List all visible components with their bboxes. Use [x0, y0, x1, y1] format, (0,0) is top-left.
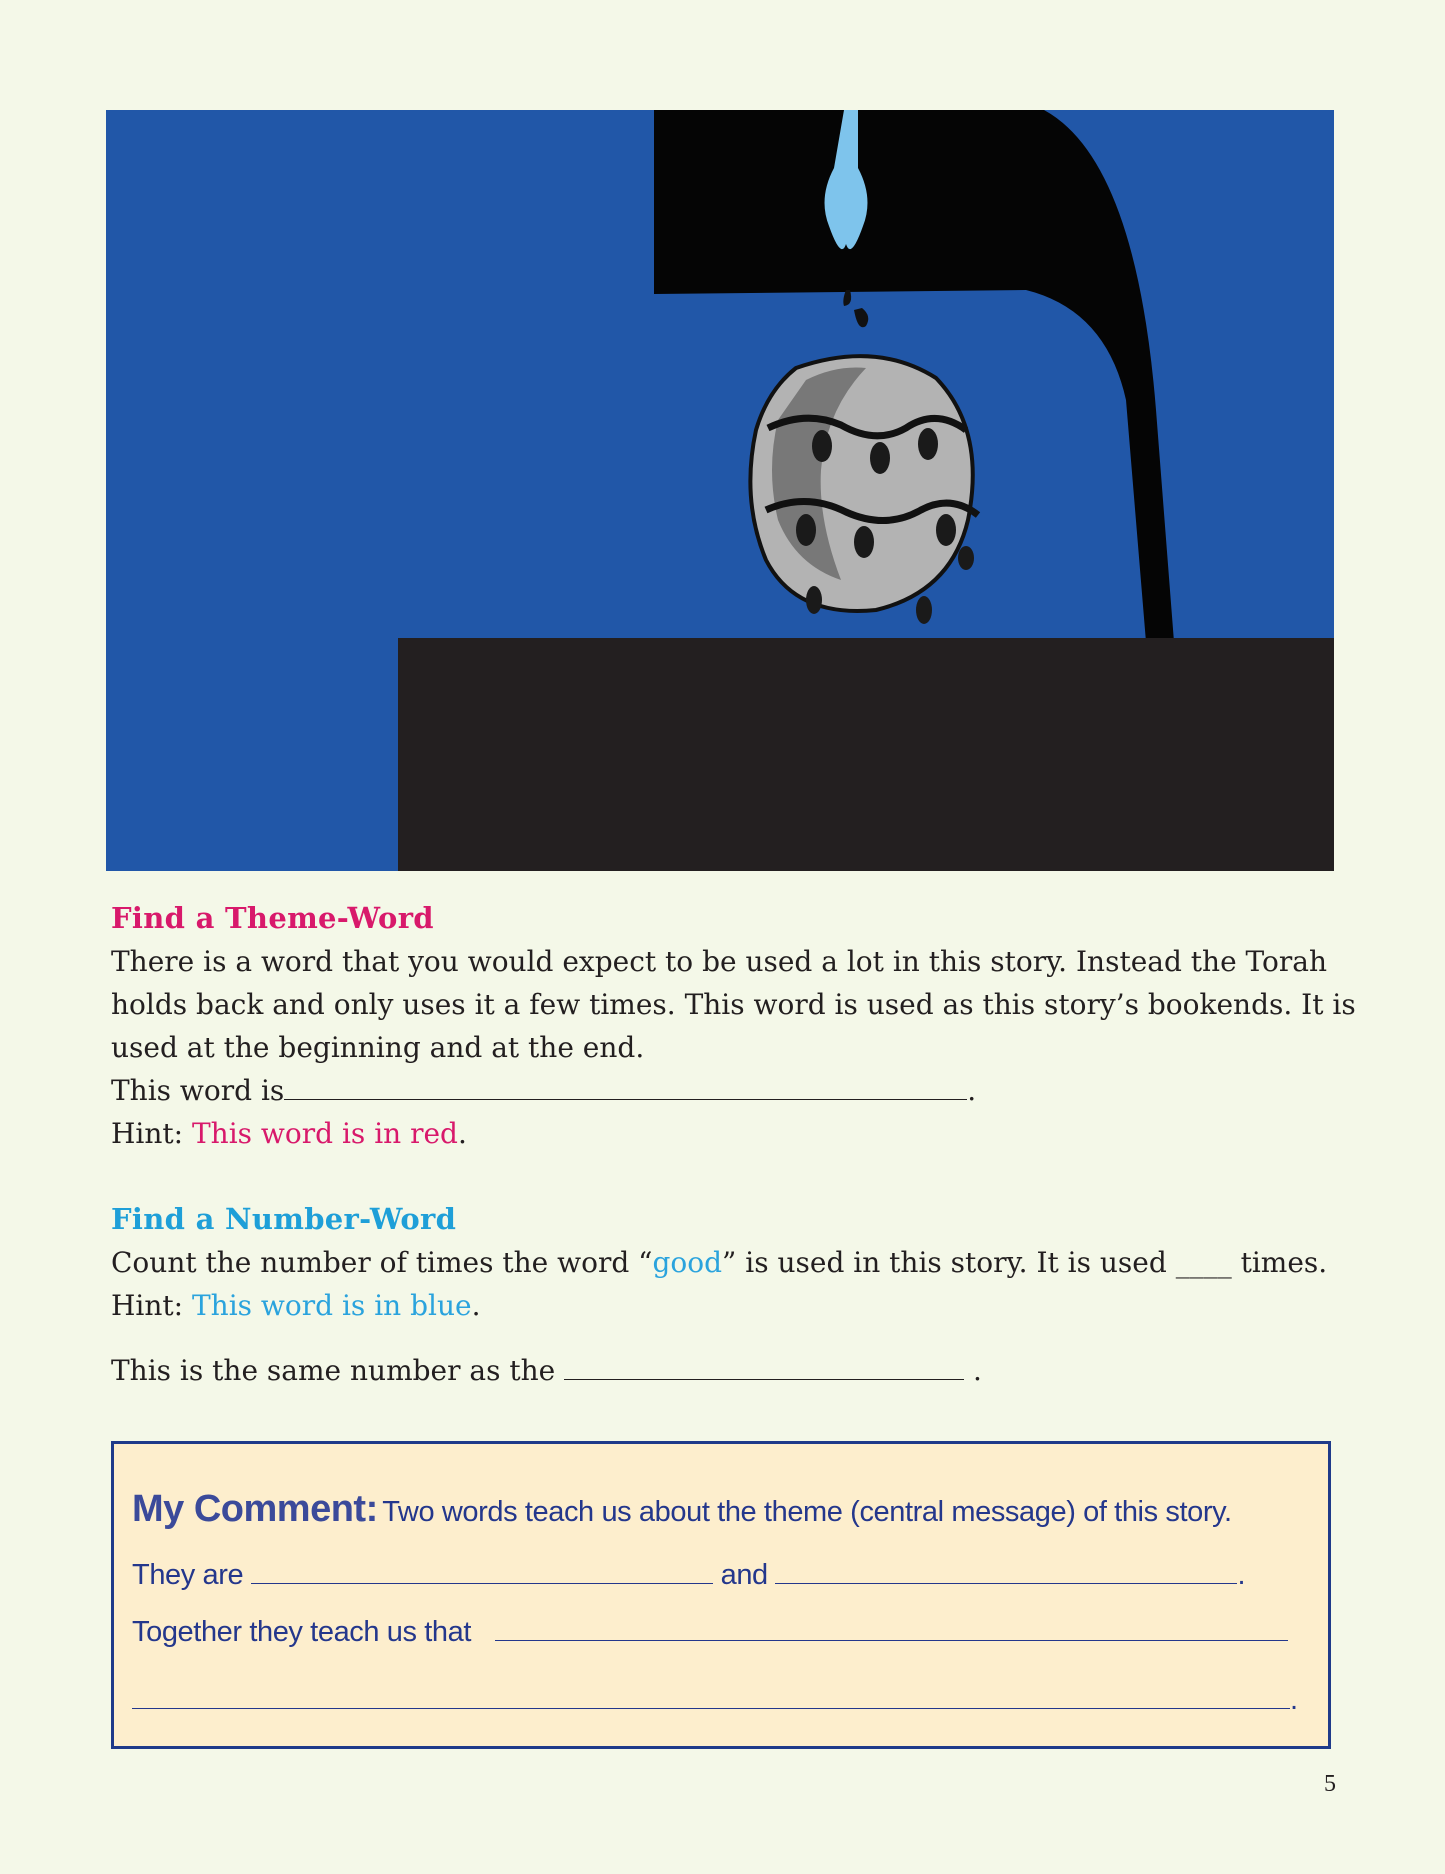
count-text-part3: times.	[1240, 1246, 1328, 1279]
comment-title-row	[132, 1488, 1232, 1531]
together-row	[132, 1612, 1288, 1649]
instruction-line: used at the beginning and at the end.	[111, 1031, 645, 1064]
first-word-blank[interactable]	[251, 1555, 713, 1584]
answer-suffix: .	[967, 1074, 977, 1107]
they-are-label: They are	[132, 1559, 244, 1591]
comment-intro: Two words teach us about the theme (central message) of this story.	[382, 1496, 1232, 1528]
page-number: 5	[1324, 1771, 1336, 1797]
illustration	[106, 110, 1334, 871]
they-are-end: .	[1237, 1559, 1246, 1591]
count-blank[interactable]: ____	[1175, 1246, 1232, 1279]
comment-title: My Comment:	[132, 1488, 378, 1530]
number-word-heading: Find a Number-Word	[111, 1202, 457, 1236]
theme-word-instructions	[111, 940, 1356, 1155]
answer-prefix: This word is	[111, 1074, 285, 1107]
count-text-part1: Count the number of times the word “	[111, 1246, 653, 1279]
number-word-instructions	[111, 1241, 1341, 1392]
hint-label: Hint:	[111, 1289, 192, 1322]
my-comment-box	[111, 1441, 1331, 1749]
hint-label: Hint:	[111, 1117, 192, 1150]
second-word-blank[interactable]	[775, 1555, 1237, 1584]
hint-end: .	[471, 1289, 481, 1322]
final-row	[132, 1680, 1298, 1717]
lesson-blank-2[interactable]	[132, 1680, 1290, 1709]
count-line	[111, 1241, 1341, 1284]
final-end: .	[1290, 1684, 1298, 1716]
instruction-line: There is a word that you would expect to be used a lot in this story. Instead the Torah	[111, 945, 1328, 978]
same-number-prefix: This is the same number as the	[111, 1354, 556, 1387]
same-number-suffix: .	[973, 1354, 982, 1387]
theme-word-section	[111, 897, 1356, 1155]
theme-answer-line	[111, 1069, 1341, 1112]
lesson-blank-1[interactable]	[495, 1612, 1288, 1641]
number-word-section	[111, 1198, 1341, 1392]
instruction-line: holds back and only uses it a few times. This word is used as this story’s bookends. It is	[111, 988, 1356, 1021]
they-are-row	[132, 1555, 1245, 1592]
count-text-part2: ” is used in this story. It is used	[722, 1246, 1167, 1279]
hint-end: .	[457, 1117, 467, 1150]
together-label: Together they teach us that	[132, 1616, 472, 1648]
number-hint-line	[111, 1284, 1341, 1327]
hint-text: This word is in red	[192, 1117, 458, 1150]
same-number-blank[interactable]	[564, 1349, 964, 1380]
and-label: and	[720, 1559, 768, 1591]
highlight-word: good	[652, 1246, 723, 1279]
hint-text: This word is in blue	[192, 1289, 472, 1322]
theme-hint-line	[111, 1112, 1341, 1155]
theme-word-heading: Find a Theme-Word	[111, 901, 434, 935]
theme-word-blank[interactable]	[284, 1069, 967, 1100]
same-number-line	[111, 1349, 1341, 1392]
